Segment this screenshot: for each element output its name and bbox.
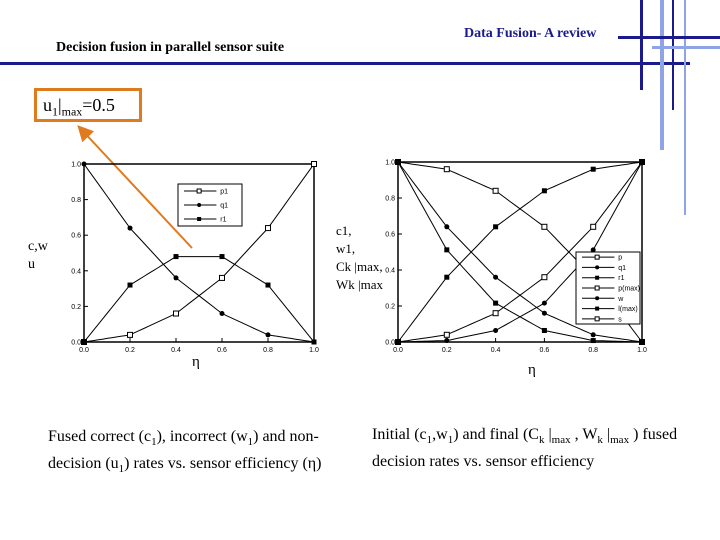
x-tick-label: 0.4 xyxy=(490,347,501,354)
y-tick-label: 0.2 xyxy=(71,303,81,311)
x-tick-label: 0.0 xyxy=(393,347,403,354)
legend-marker xyxy=(595,276,599,280)
left-y-axis-label: c,w u xyxy=(28,239,48,272)
legend-label: q1 xyxy=(220,202,229,210)
data-point xyxy=(444,247,449,252)
data-point xyxy=(591,224,596,229)
x-tick-label: 0.2 xyxy=(125,347,135,354)
data-point xyxy=(542,301,547,306)
data-point xyxy=(312,340,317,345)
data-point xyxy=(493,224,498,229)
x-tick-label: 1.0 xyxy=(637,347,647,354)
data-point xyxy=(493,328,498,333)
y-tick-label: 0.6 xyxy=(71,232,81,240)
data-point xyxy=(591,167,596,172)
right-chart xyxy=(378,154,658,354)
x-tick-label: 0.0 xyxy=(79,347,89,354)
data-point xyxy=(493,275,498,280)
legend-marker xyxy=(197,203,201,207)
data-point xyxy=(220,311,225,316)
legend-label: p xyxy=(618,254,623,262)
series-line xyxy=(84,257,314,342)
data-point xyxy=(444,275,449,280)
left-caption: Fused correct $(c_1)$, incorrect $(w_1)$ and non-decision $(u_1)$ rates vs. sensor efficiency (η) xyxy=(48,428,322,476)
y-tick-label: 0.8 xyxy=(71,197,81,205)
data-point xyxy=(542,188,547,193)
header-title: Data Fusion- A review xyxy=(464,26,597,41)
left-x-axis-label: η xyxy=(192,354,200,370)
legend-marker xyxy=(595,286,599,290)
data-point xyxy=(128,332,133,337)
legend-label: s xyxy=(618,316,622,324)
data-point xyxy=(444,224,449,229)
data-point xyxy=(444,167,449,172)
data-point xyxy=(542,224,547,229)
data-point xyxy=(266,226,271,231)
legend-label: p1 xyxy=(220,188,229,196)
data-point xyxy=(128,226,133,231)
data-point xyxy=(396,160,401,165)
data-point xyxy=(128,283,133,288)
data-point xyxy=(266,283,271,288)
data-point xyxy=(444,332,449,337)
data-point xyxy=(542,328,547,333)
left-chart xyxy=(62,156,332,356)
data-point xyxy=(220,254,225,259)
legend-label: p(max) xyxy=(618,285,641,293)
data-point xyxy=(266,332,271,337)
y-tick-label: 1.0 xyxy=(385,159,395,167)
data-point xyxy=(82,162,87,167)
y-tick-label: 0.6 xyxy=(385,231,395,239)
data-point xyxy=(640,340,645,345)
legend-label: l(max) xyxy=(618,306,638,314)
legend-marker xyxy=(595,317,599,321)
legend-marker xyxy=(197,217,201,221)
x-tick-label: 0.4 xyxy=(171,347,181,354)
y-tick-label: 0.4 xyxy=(385,267,395,275)
legend-label: r1 xyxy=(618,275,625,283)
x-tick-label: 0.6 xyxy=(217,347,227,354)
x-tick-label: 1.0 xyxy=(309,347,319,354)
y-tick-label: 1.0 xyxy=(71,161,81,169)
data-point xyxy=(493,301,498,306)
y-tick-label: 0.8 xyxy=(385,195,395,203)
x-tick-label: 0.8 xyxy=(588,347,599,354)
data-point xyxy=(174,275,179,280)
data-point xyxy=(493,188,498,193)
data-point xyxy=(174,311,179,316)
slide-title: Decision fusion in parallel sensor suite xyxy=(56,40,285,55)
callout-box: $u_1|_{max}=0.5$ xyxy=(34,88,142,122)
data-point xyxy=(174,254,179,259)
right-y-axis-label: c1, w1, Ck |max, Wk |max xyxy=(336,223,384,292)
x-tick-label: 0.8 xyxy=(263,347,273,354)
data-point xyxy=(444,338,449,343)
data-point xyxy=(493,311,498,316)
legend-marker xyxy=(595,265,599,269)
legend-label: q1 xyxy=(618,264,627,272)
y-tick-label: 0.0 xyxy=(71,339,81,347)
legend-marker xyxy=(197,189,201,193)
data-point xyxy=(542,275,547,280)
right-x-axis-label: η xyxy=(528,362,536,378)
right-caption: Initial $(c_1,w_1)$ and final ($C_k$ $|_{max}$ , $W_k$ $|_{max}$ ) fused decision rates vs. sensor efficiency xyxy=(372,426,678,471)
data-point xyxy=(542,311,547,316)
legend-label: w xyxy=(618,295,624,303)
data-point xyxy=(220,275,225,280)
legend-label: r1 xyxy=(220,216,227,224)
legend-marker xyxy=(595,255,599,259)
data-point xyxy=(82,340,87,345)
data-point xyxy=(312,162,317,167)
y-tick-label: 0.0 xyxy=(385,339,395,347)
data-point xyxy=(640,160,645,165)
y-tick-label: 0.2 xyxy=(385,303,395,311)
x-tick-label: 0.6 xyxy=(539,347,550,354)
y-tick-label: 0.4 xyxy=(71,268,81,276)
legend-marker xyxy=(595,307,599,311)
x-tick-label: 0.2 xyxy=(441,347,452,354)
data-point xyxy=(396,340,401,345)
legend-marker xyxy=(595,296,599,300)
data-point xyxy=(591,338,596,343)
data-point xyxy=(591,332,596,337)
